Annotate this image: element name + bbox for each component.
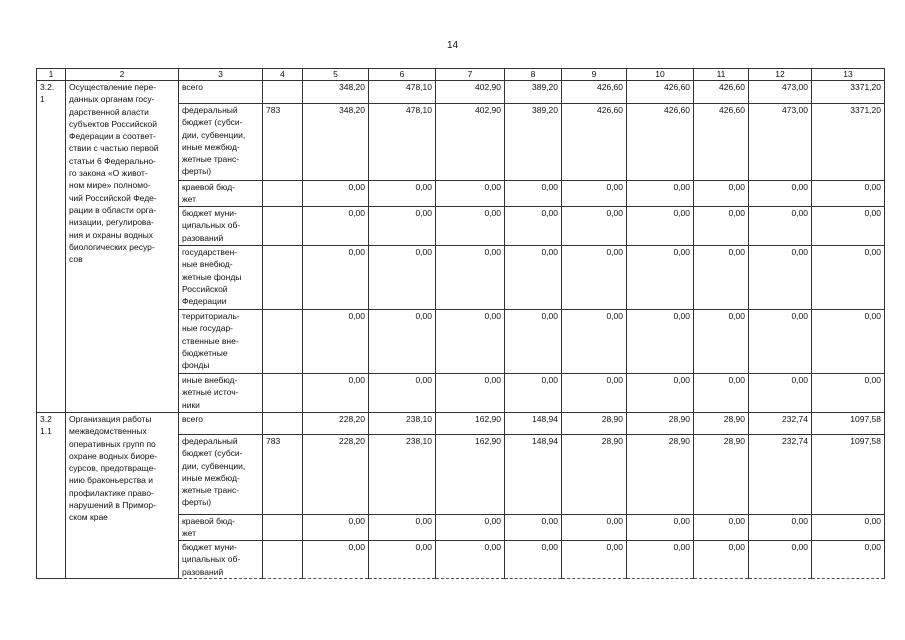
item-number: 3.2. 1 (37, 81, 66, 413)
amount-cell: 0,00 (627, 181, 694, 207)
amount-cell: 0,00 (694, 541, 749, 579)
amount-cell: 0,00 (812, 310, 885, 374)
amount-cell: 0,00 (369, 181, 436, 207)
column-header: 13 (812, 69, 885, 81)
amount-cell: 232,74 (749, 435, 812, 515)
funding-source: краевой бюд- жет (179, 515, 263, 541)
amount-cell: 402,90 (436, 104, 505, 181)
amount-cell: 0,00 (303, 310, 369, 374)
amount-cell: 0,00 (369, 246, 436, 310)
amount-cell: 28,90 (562, 435, 627, 515)
item-title: Осуществление пере- данных органам госу- дарственной власти субъектов Российской Федерации в соответ- ствии с частью первой статьи 6 Федерально- го закона «О живот- ном мире» полномо- чий Российской Феде- рации в области орга- низации, регулирова- ния и охраны водных биологических ресур- сов (66, 81, 179, 413)
funding-source: федеральный бюджет (субси- дии, субвенции, иные межбюд- жетные транс- ферты) (179, 104, 263, 181)
budget-code: 783 (263, 104, 303, 181)
column-header: 9 (562, 69, 627, 81)
column-header: 11 (694, 69, 749, 81)
column-header: 12 (749, 69, 812, 81)
amount-cell: 0,00 (303, 541, 369, 579)
amount-cell: 0,00 (562, 374, 627, 413)
funding-source: государствен- ные внебюд- жетные фонды Российской Федерации (179, 246, 263, 310)
column-header: 5 (303, 69, 369, 81)
amount-cell: 0,00 (812, 541, 885, 579)
amount-cell: 0,00 (505, 374, 562, 413)
amount-cell: 0,00 (627, 310, 694, 374)
amount-cell: 228,20 (303, 435, 369, 515)
amount-cell: 0,00 (627, 541, 694, 579)
amount-cell: 0,00 (812, 207, 885, 246)
funding-source: иные внебюд- жетные источ- ники (179, 374, 263, 413)
amount-cell: 0,00 (694, 207, 749, 246)
amount-cell: 0,00 (812, 515, 885, 541)
amount-cell: 426,60 (627, 104, 694, 181)
amount-cell: 228,20 (303, 413, 369, 435)
budget-table (36, 68, 885, 579)
amount-cell: 0,00 (812, 374, 885, 413)
budget-code (263, 310, 303, 374)
amount-cell: 348,20 (303, 104, 369, 181)
amount-cell: 232,74 (749, 413, 812, 435)
amount-cell: 0,00 (562, 541, 627, 579)
column-header: 6 (369, 69, 436, 81)
column-header: 1 (37, 69, 66, 81)
amount-cell: 162,90 (436, 435, 505, 515)
amount-cell: 0,00 (694, 246, 749, 310)
amount-cell: 478,10 (369, 104, 436, 181)
amount-cell: 1097,58 (812, 413, 885, 435)
column-header: 10 (627, 69, 694, 81)
amount-cell: 402,90 (436, 81, 505, 104)
amount-cell: 426,60 (694, 104, 749, 181)
amount-cell: 1097,58 (812, 435, 885, 515)
budget-code (263, 246, 303, 310)
amount-cell: 28,90 (562, 413, 627, 435)
amount-cell: 0,00 (436, 541, 505, 579)
amount-cell: 0,00 (436, 310, 505, 374)
budget-code (263, 515, 303, 541)
amount-cell: 0,00 (749, 181, 812, 207)
amount-cell: 28,90 (694, 413, 749, 435)
budget-code (263, 374, 303, 413)
amount-cell: 28,90 (627, 435, 694, 515)
amount-cell: 0,00 (627, 207, 694, 246)
amount-cell: 0,00 (303, 515, 369, 541)
amount-cell: 0,00 (694, 181, 749, 207)
amount-cell: 0,00 (694, 515, 749, 541)
amount-cell: 0,00 (562, 515, 627, 541)
amount-cell: 0,00 (627, 246, 694, 310)
amount-cell: 0,00 (749, 207, 812, 246)
amount-cell: 0,00 (562, 246, 627, 310)
amount-cell: 426,60 (562, 104, 627, 181)
amount-cell: 0,00 (505, 246, 562, 310)
budget-code: 783 (263, 435, 303, 515)
table-body (37, 69, 885, 579)
amount-cell: 0,00 (436, 374, 505, 413)
amount-cell: 0,00 (562, 310, 627, 374)
amount-cell: 0,00 (749, 541, 812, 579)
amount-cell: 28,90 (694, 435, 749, 515)
amount-cell: 148,94 (505, 435, 562, 515)
item-title: Организация работы межведомственных оперативных групп по охране водных биоре- сурсов, предотвраще- нию браконьерства и профилактике право- нарушений в Примор- ском крае (66, 413, 179, 579)
amount-cell: 426,60 (562, 81, 627, 104)
table-row (37, 81, 885, 104)
amount-cell: 238,10 (369, 413, 436, 435)
amount-cell: 426,60 (627, 81, 694, 104)
amount-cell: 0,00 (627, 515, 694, 541)
amount-cell: 0,00 (562, 207, 627, 246)
amount-cell: 0,00 (369, 515, 436, 541)
funding-source: федеральный бюджет (субси- дии, субвенции, иные межбюд- жетные транс- ферты) (179, 435, 263, 515)
amount-cell: 0,00 (505, 207, 562, 246)
header-row (37, 69, 885, 81)
amount-cell: 0,00 (562, 181, 627, 207)
amount-cell: 0,00 (436, 246, 505, 310)
amount-cell: 426,60 (694, 81, 749, 104)
budget-code (263, 413, 303, 435)
amount-cell: 0,00 (303, 246, 369, 310)
amount-cell: 473,00 (749, 81, 812, 104)
amount-cell: 389,20 (505, 104, 562, 181)
item-number: 3.2 1.1 (37, 413, 66, 579)
funding-source: всего (179, 81, 263, 104)
amount-cell: 162,90 (436, 413, 505, 435)
amount-cell: 0,00 (303, 181, 369, 207)
amount-cell: 0,00 (505, 541, 562, 579)
amount-cell: 0,00 (812, 181, 885, 207)
funding-source: краевой бюд- жет (179, 181, 263, 207)
budget-code (263, 541, 303, 579)
page-number: 14 (446, 40, 459, 51)
amount-cell: 238,10 (369, 435, 436, 515)
funding-source: бюджет муни- ципальных об- разований (179, 541, 263, 579)
amount-cell: 0,00 (749, 310, 812, 374)
amount-cell: 0,00 (369, 541, 436, 579)
amount-cell: 0,00 (505, 515, 562, 541)
column-header: 7 (436, 69, 505, 81)
amount-cell: 0,00 (369, 374, 436, 413)
amount-cell: 0,00 (303, 374, 369, 413)
amount-cell: 389,20 (505, 81, 562, 104)
amount-cell: 3371,20 (812, 81, 885, 104)
amount-cell: 0,00 (812, 246, 885, 310)
column-header: 8 (505, 69, 562, 81)
budget-code (263, 181, 303, 207)
amount-cell: 3371,20 (812, 104, 885, 181)
column-header: 2 (66, 69, 179, 81)
budget-code (263, 207, 303, 246)
amount-cell: 0,00 (749, 246, 812, 310)
amount-cell: 473,00 (749, 104, 812, 181)
amount-cell: 0,00 (303, 207, 369, 246)
amount-cell: 478,10 (369, 81, 436, 104)
amount-cell: 0,00 (694, 374, 749, 413)
amount-cell: 0,00 (694, 310, 749, 374)
amount-cell: 0,00 (369, 207, 436, 246)
amount-cell: 0,00 (436, 207, 505, 246)
amount-cell: 0,00 (436, 181, 505, 207)
amount-cell: 0,00 (369, 310, 436, 374)
column-header: 4 (263, 69, 303, 81)
amount-cell: 348,20 (303, 81, 369, 104)
budget-code (263, 81, 303, 104)
amount-cell: 0,00 (436, 515, 505, 541)
funding-source: бюджет муни- ципальных об- разований (179, 207, 263, 246)
amount-cell: 148,94 (505, 413, 562, 435)
table-row (37, 413, 885, 435)
amount-cell: 0,00 (505, 310, 562, 374)
amount-cell: 28,90 (627, 413, 694, 435)
amount-cell: 0,00 (749, 374, 812, 413)
amount-cell: 0,00 (627, 374, 694, 413)
funding-source: всего (179, 413, 263, 435)
funding-source: территориаль- ные государ- ственные вне- бюджетные фонды (179, 310, 263, 374)
amount-cell: 0,00 (749, 515, 812, 541)
column-header: 3 (179, 69, 263, 81)
amount-cell: 0,00 (505, 181, 562, 207)
